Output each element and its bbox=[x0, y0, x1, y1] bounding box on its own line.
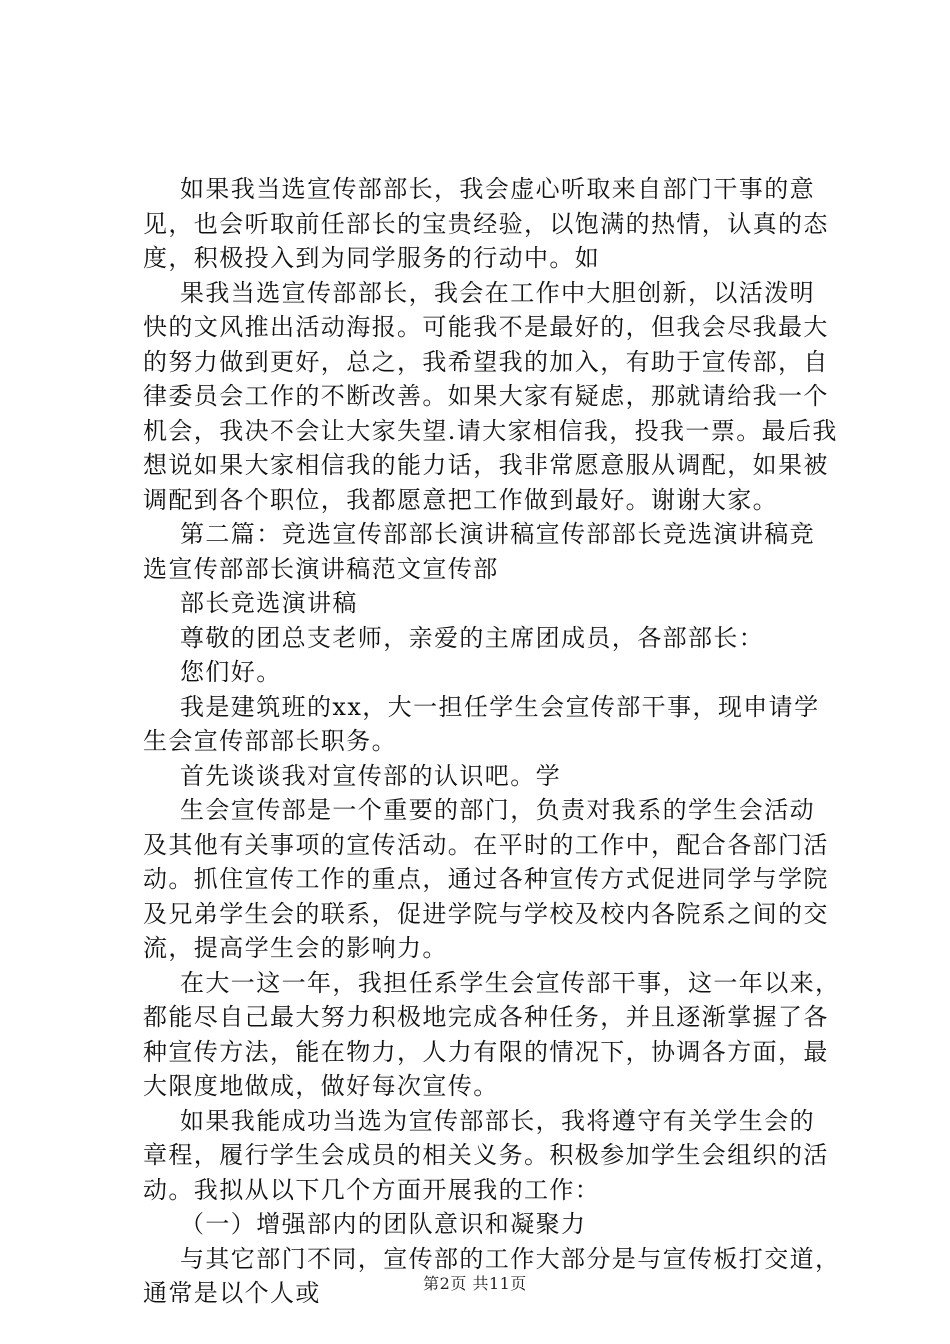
text-line: 部长竞选演讲稿 bbox=[180, 589, 358, 617]
text-line: 律委员会工作的不断改善。如果大家有疑虑，那就请给我一个 bbox=[143, 382, 829, 410]
text-line: 生会宣传部是一个重要的部门，负责对我系的学生会活动 bbox=[180, 796, 815, 824]
text-line: 尊敬的团总支老师，亲爱的主席团成员，各部部长： bbox=[180, 623, 765, 652]
text-line: 您们好。 bbox=[180, 658, 282, 686]
text-line: 机会，我决不会让大家失望.请大家相信我，投我一票。最后我 bbox=[143, 416, 838, 445]
text-line: 与其它部门不同，宣传部的工作大部分是与宣传板打交道， bbox=[180, 1244, 841, 1273]
text-line: 见，也会听取前任部长的宝贵经验，以饱满的热情，认真的态 bbox=[143, 209, 829, 238]
document-body bbox=[143, 172, 841, 1311]
text-line: 快的文风推出活动海报。可能我不是最好的，但我会尽我最大 bbox=[143, 313, 829, 341]
text-line: 及兄弟学生会的联系，促进学院与学校及校内各院系之间的交 bbox=[143, 899, 829, 928]
text-line: 选宣传部部长演讲稿范文宣传部 bbox=[143, 554, 499, 583]
page-number-footer: 第2页 共11页 bbox=[423, 1274, 527, 1293]
text-line: 调配到各个职位，我都愿意把工作做到最好。谢谢大家。 bbox=[143, 485, 778, 514]
text-line: 如果我能成功当选为宣传部部长，我将遵守有关学生会的 bbox=[180, 1106, 815, 1135]
text-line: 第二篇：竞选宣传部部长演讲稿宣传部部长竞选演讲稿竞 bbox=[180, 520, 815, 548]
text-line: 生会宣传部部长职务。 bbox=[143, 727, 397, 755]
text-line: 的努力做到更好，总之，我希望我的加入，有助于宣传部，自 bbox=[143, 347, 829, 376]
text-line: 在大一这一年，我担任系学生会宣传部干事，这一年以来， bbox=[180, 968, 841, 997]
text-line: 都能尽自己最大努力积极地完成各种任务，并且逐渐掌握了各 bbox=[143, 1003, 829, 1031]
text-line: 动。抓住宣传工作的重点，通过各种宣传方式促进同学与学院 bbox=[143, 865, 829, 893]
text-line: 首先谈谈我对宣传部的认识吧。学 bbox=[180, 761, 561, 790]
text-line: 度，积极投入到为同学服务的行动中。如 bbox=[143, 244, 601, 272]
text-line: 动。我拟从以下几个方面开展我的工作： bbox=[143, 1175, 601, 1204]
text-line: 章程，履行学生会成员的相关义务。积极参加学生会组织的活 bbox=[143, 1141, 829, 1169]
text-line: 想说如果大家相信我的能力话，我非常愿意服从调配，如果被 bbox=[143, 451, 829, 479]
text-line: 我是建筑班的xx，大一担任学生会宣传部干事，现申请学 bbox=[180, 692, 820, 721]
text-line: 种宣传方法，能在物力，人力有限的情况下，协调各方面，最 bbox=[143, 1037, 829, 1066]
text-line: 大限度地做成，做好每次宣传。 bbox=[143, 1072, 499, 1100]
text-line: 流，提高学生会的影响力。 bbox=[143, 934, 448, 962]
text-line: 果我当选宣传部部长，我会在工作中大胆创新，以活泼明 bbox=[180, 278, 815, 307]
text-line: （一）增强部内的团队意识和凝聚力 bbox=[180, 1210, 587, 1238]
text-line: 通常是以个人或 bbox=[143, 1279, 321, 1307]
text-line: 及其他有关事项的宣传活动。在平时的工作中，配合各部门活 bbox=[143, 830, 829, 859]
text-line: 如果我当选宣传部部长，我会虚心听取来自部门干事的意 bbox=[180, 175, 815, 203]
